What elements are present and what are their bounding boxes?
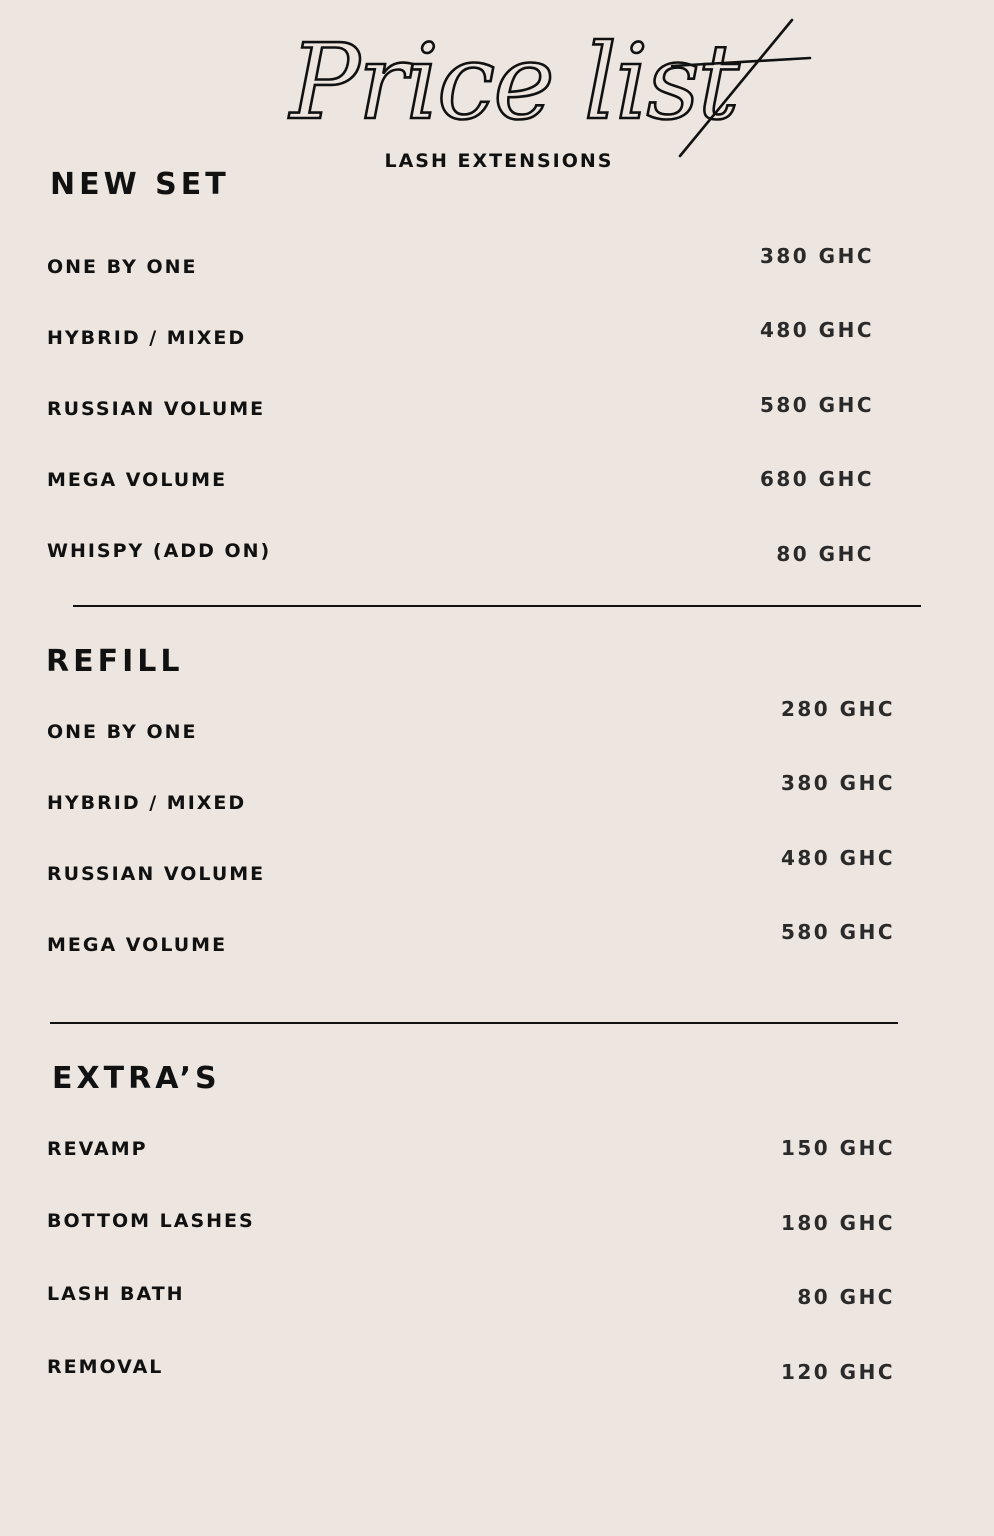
item-price: 280 GHC xyxy=(780,697,895,721)
item-label: REMOVAL xyxy=(47,1356,164,1378)
section-divider xyxy=(73,605,921,607)
item-label: RUSSIAN VOLUME xyxy=(47,398,266,420)
subtitle: LASH EXTENSIONS xyxy=(384,150,614,172)
item-price: 480 GHC xyxy=(759,318,874,342)
item-label: WHISPY (ADD ON) xyxy=(47,540,272,562)
section-heading-new-set: NEW SET xyxy=(50,167,230,202)
title-text: Price list xyxy=(290,21,738,143)
item-label: HYBRID / MIXED xyxy=(47,327,247,349)
item-price: 180 GHC xyxy=(780,1211,895,1235)
item-price: 80 GHC xyxy=(797,1285,895,1309)
section-heading-refill: REFILL xyxy=(46,644,184,679)
item-price: 580 GHC xyxy=(780,920,895,944)
item-price: 80 GHC xyxy=(776,542,874,566)
item-price: 680 GHC xyxy=(759,467,874,491)
item-label: ONE BY ONE xyxy=(47,256,198,278)
item-label: BOTTOM LASHES xyxy=(47,1210,255,1232)
item-price: 580 GHC xyxy=(759,393,874,417)
price-list-title xyxy=(280,0,820,165)
item-price: 380 GHC xyxy=(780,771,895,795)
item-label: RUSSIAN VOLUME xyxy=(47,863,266,885)
item-price: 480 GHC xyxy=(780,846,895,870)
item-label: MEGA VOLUME xyxy=(47,469,228,491)
item-label: MEGA VOLUME xyxy=(47,934,228,956)
section-heading-extras: EXTRA’S xyxy=(52,1061,221,1096)
item-price: 120 GHC xyxy=(780,1360,895,1384)
item-price: 380 GHC xyxy=(759,244,874,268)
item-label: REVAMP xyxy=(47,1138,148,1160)
item-label: ONE BY ONE xyxy=(47,721,198,743)
section-divider xyxy=(50,1022,898,1024)
item-price: 150 GHC xyxy=(780,1136,895,1160)
item-label: LASH BATH xyxy=(47,1283,185,1305)
item-label: HYBRID / MIXED xyxy=(47,792,247,814)
